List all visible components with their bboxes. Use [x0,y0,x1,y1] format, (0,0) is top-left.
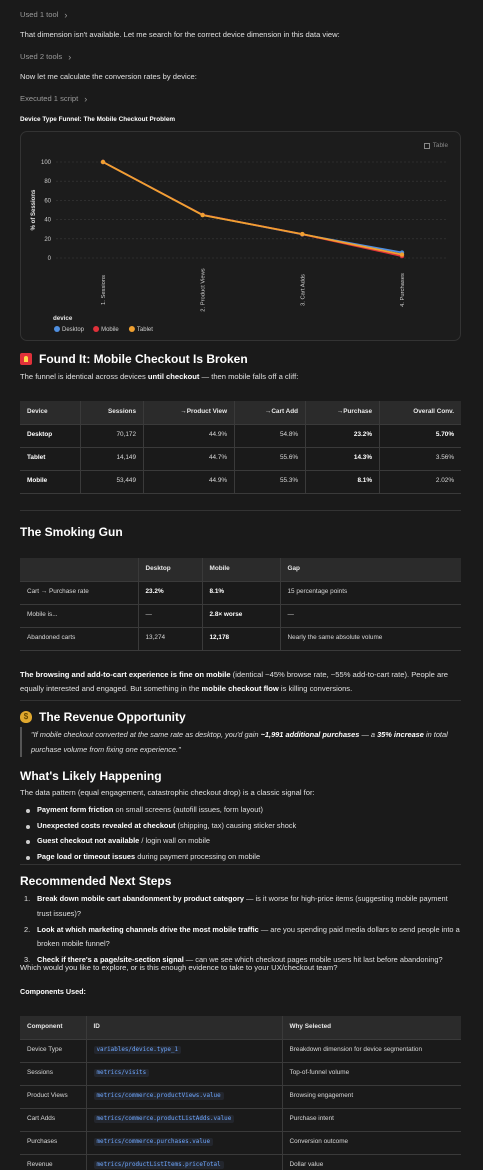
component-id: metrics/commerce.purchases.value [94,1138,214,1146]
found-title: Found It: Mobile Checkout Is Broken [39,352,248,366]
found-paragraph [20,372,461,383]
revenue-heading [20,709,186,726]
table-row [20,470,461,493]
money-bag-icon: $ [20,711,32,723]
table-cell: 15 percentage points [280,581,461,604]
table-cell: 2.8× worse [202,604,280,627]
table-cell [86,1039,282,1062]
list-item [20,923,461,952]
divider [20,700,461,701]
bold-text: Look at which marketing channels drive the most mobile traffic [37,924,259,934]
table-row [20,1131,461,1154]
found-heading [20,351,248,368]
revenue-quote [20,727,461,757]
table-cell: 44.7% [144,447,235,470]
text: during payment processing on mobile [135,851,261,861]
column-header: Desktop [138,558,202,581]
bold-text: ~1,991 additional purchases [260,730,360,739]
chevron-right-icon: › [68,52,72,62]
used-tools-toggle-1[interactable] [20,9,67,22]
revenue-title: The Revenue Opportunity [39,710,186,724]
table-cell: 23.2% [306,424,380,447]
likely-intro: The data pattern (equal engagement, catastrophic checkout drop) is a classic signal for: [20,788,315,797]
x-tick-label: 4. Purchases [400,273,406,307]
legend-swatch [54,326,60,332]
table-cell: 8.1% [202,581,280,604]
data-point-tablet [400,252,404,256]
legend-swatch [93,326,99,332]
table-cell: — [280,604,461,627]
likely-heading: What's Likely Happening [20,769,162,783]
table-row [20,1062,461,1085]
table-row [20,424,461,447]
bold-text: The browsing and add-to-cart experience is fine on mobile [20,670,231,679]
table-cell [86,1085,282,1108]
chevron-right-icon: › [64,10,68,20]
column-header: Device [20,401,80,424]
divider [20,510,461,511]
text: — are you spending paid media dollars to send people into a broken mobile funnel? [37,924,460,948]
table-cell [86,1108,282,1131]
legend-label: Mobile [101,327,119,333]
table-cell: 2.02% [380,470,461,493]
data-point-tablet [101,160,105,164]
table-cell: Purchases [20,1131,86,1154]
table-cell: 54.8% [235,424,306,447]
table-cell: Conversion outcome [282,1131,461,1154]
table-row [20,1108,461,1131]
closing-question: Which would you like to explore, or is this enough evidence to take to your UX/checkout team? [20,963,338,972]
text: "If mobile checkout converted at the same rate as desktop, you'd gain [31,730,261,739]
funnel-line-chart [21,132,462,342]
text: on small screens (autofill issues, form layout) [113,805,263,814]
list-number: 2. [24,924,31,934]
siren-icon [20,353,32,365]
bold-text: 35% increase [377,730,424,739]
step-label: Used 2 tools [20,51,63,61]
table-row [20,1039,461,1062]
text: — then mobile falls off a cliff: [199,372,299,381]
next-steps-heading: Recommended Next Steps [20,874,172,888]
column-header [20,558,138,581]
table-cell: Product Views [20,1085,86,1108]
table-cell: 44.9% [144,424,235,447]
x-tick-label: 2. Product Views [200,268,207,312]
table-toggle-label: Table [432,142,448,149]
smoking-gun-heading: The Smoking Gun [20,525,123,539]
executed-script-toggle[interactable] [20,93,87,106]
table-cell: 13,274 [138,627,202,650]
table-cell: 3.56% [380,447,461,470]
component-id: variables/device.type_1 [94,1046,182,1054]
column-header: →Purchase [306,401,380,424]
text: / login wall on mobile [139,836,210,845]
legend-label: Desktop [62,327,85,333]
next-steps-list [20,892,461,969]
assistant-message-2: Now let me calculate the conversion rates by device: [20,72,197,81]
table-row [20,1085,461,1108]
text: in total purchase volume from fixing one experience." [31,730,448,754]
bold-text: mobile checkout flow [201,683,279,693]
table-cell: 14.3% [306,447,380,470]
data-point-tablet [300,232,304,236]
list-number: 1. [24,894,31,903]
assistant-message-1: That dimension isn't available. Let me search for the correct device dimension in this data view: [20,30,340,39]
table-cell: Desktop [20,424,80,447]
bold-text: Break down mobile cart abandonment by product category [37,894,244,903]
table-cell: Mobile [20,470,80,493]
table-cell: Nearly the same absolute volume [280,627,461,650]
list-number: 3. [24,955,31,964]
smoking-gun-table [20,558,461,651]
table-cell: Revenue [20,1154,86,1170]
y-tick-label: 20 [44,236,51,243]
list-item [20,836,461,852]
legend-label: Tablet [136,327,153,333]
table-cell: Tablet [20,447,80,470]
column-header: Why Selected [282,1016,461,1039]
table-header-row [20,401,461,424]
data-point-tablet [200,213,204,217]
table-cell: 14,149 [80,447,144,470]
browse-paragraph [20,668,461,695]
table-cell [86,1062,282,1085]
table-cell: 12,178 [202,627,280,650]
table-cell: 55.3% [235,470,306,493]
component-id: metrics/commerce.productListAdds.value [94,1115,235,1123]
text: is killing conversions. [278,683,353,693]
components-title: Components Used: [20,987,86,996]
table-row [20,581,461,604]
bold-text: Page load or timeout issues [37,851,136,861]
text: — is it worse for high-price items (suggesting mobile payment trust issues)? [37,894,448,918]
step-label: Used 1 tool [20,9,59,19]
column-header: ID [86,1016,282,1039]
text: The funnel is identical across devices [20,372,148,381]
component-id: metrics/commerce.productViews.value [94,1092,224,1100]
table-cell: Device Type [20,1039,86,1062]
table-cell: 5.70% [380,424,461,447]
column-header: Component [20,1016,86,1039]
table-cell: Sessions [20,1062,86,1085]
bold-text: until checkout [147,372,200,381]
y-tick-label: 60 [44,198,51,205]
column-header: Sessions [80,401,144,424]
component-id: metrics/productListItems.priceTotal [94,1161,224,1169]
table-row [20,447,461,470]
table-header-row [20,558,461,581]
divider [20,864,461,865]
bold-text: Unexpected costs revealed at checkout [37,820,176,830]
component-id: metrics/visits [94,1069,150,1077]
table-row [20,1154,461,1170]
legend-swatch [129,326,135,332]
table-cell: Dollar value [282,1154,461,1170]
column-header: Overall Conv. [380,401,461,424]
table-cell: Abandoned carts [20,627,138,650]
table-cell: 53,449 [80,470,144,493]
table-cell: 70,172 [80,424,144,447]
table-cell: — [138,604,202,627]
device-funnel-table [20,401,461,494]
text: — can we see which checkout pages mobile users hit last before abandoning? [183,955,443,964]
table-header-row [20,1016,461,1039]
table-cell: Mobile is... [20,604,138,627]
table-cell: Cart → Purchase rate [20,581,138,604]
x-tick-label: 3. Cart Adds [300,274,307,306]
bold-text: Guest checkout not available [37,836,140,845]
chevron-right-icon: › [84,94,88,104]
bold-text: Payment form friction [37,805,114,814]
column-header: Mobile [202,558,280,581]
table-cell: Browsing engagement [282,1085,461,1108]
text: (identical ~45% browse rate, ~55% add-to-cart rate). People are equally interested and engaged. But something in the [20,670,448,693]
step-label: Executed 1 script [20,93,79,103]
column-header: →Product View [144,401,235,424]
text: — a [359,730,378,739]
chart-title: Device Type Funnel: The Mobile Checkout Problem [20,116,176,123]
y-tick-label: 0 [47,256,51,262]
legend-title: device [53,315,73,322]
list-item [20,821,461,837]
y-tick-label: 100 [40,160,51,166]
column-header: →Cart Add [235,401,306,424]
table-cell: Cart Adds [20,1108,86,1131]
table-row [20,604,461,627]
column-header: Gap [280,558,461,581]
list-item [20,892,461,921]
table-cell: Breakdown dimension for device segmentation [282,1039,461,1062]
used-tools-toggle-2[interactable] [20,51,71,64]
table-row [20,627,461,650]
text: (shipping, tax) causing sticker shock [175,820,297,830]
bold-text: Check if there's a page/site-section signal [37,955,184,964]
table-cell: 23.2% [138,581,202,604]
y-tick-label: 80 [44,179,51,186]
table-cell: Purchase intent [282,1108,461,1131]
components-table [20,1016,461,1170]
table-cell: Top-of-funnel volume [282,1062,461,1085]
table-cell: 55.6% [235,447,306,470]
likely-list [20,805,461,867]
list-item [20,805,461,821]
table-cell [86,1154,282,1170]
series-line-mobile [103,162,402,256]
table-cell: 8.1% [306,470,380,493]
series-line-tablet [103,162,402,255]
x-tick-label: 1. Sessions [101,275,107,305]
table-cell [86,1131,282,1154]
funnel-chart-card [20,131,461,341]
table-cell: 44.9% [144,470,235,493]
y-tick-label: 40 [44,217,51,224]
y-axis-label: % of Sessions [31,189,37,231]
